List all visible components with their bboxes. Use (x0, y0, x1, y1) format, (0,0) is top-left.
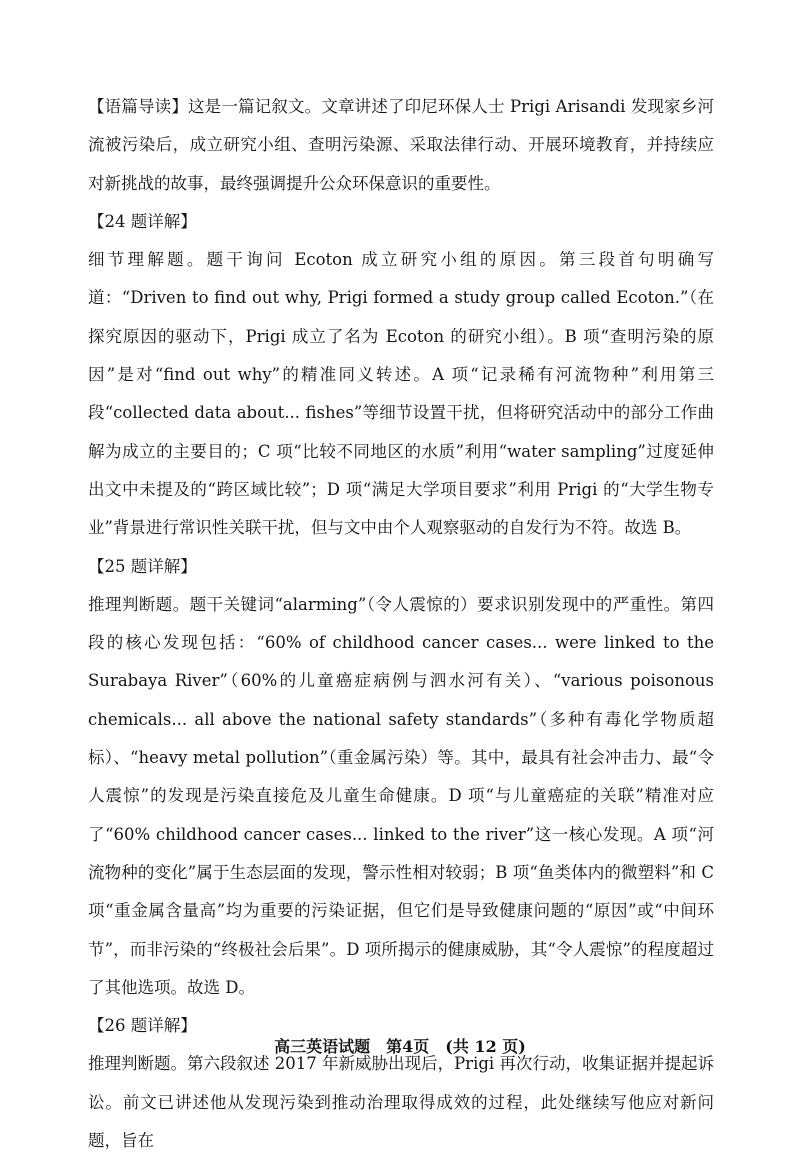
question-25-heading: 【25 题详解】 (88, 556, 197, 576)
page-footer: 高三英语试题 第4页 (共 12 页) (274, 1037, 526, 1056)
question-25-explanation: 推理判断题。题干关键词“alarming”（令人震惊的）要求识别发现中的严重性。第四段的核心发现包括：“60% of childhood cancer cases... were linked to the Surabaya River”（60%的儿童癌症病例与泗水河有关）、“various poisonous chemicals... all above the national safety standards”（多种有毒化学物质超标）、“heavy metal pollution”（重金属污染）等。其中，最具有社会冲击力、最“令人震惊”的发现是污染直接危及儿童生命健康。D 项“与儿童癌症的关联”精准对应了“60% childhood cancer cases... linked to the river”这一核心发现。A 项“河流物种的变化”属于生态层面的发现，警示性相对较弱；B 项“鱼类体内的微塑料”和 C 项“重金属含量高”均为重要的污染证据，但它们是导致健康问题的“原因”或“中间环节”，而非污染的“终极社会后果”。D 项所揭示的健康威胁，其“令人震惊”的程度超过了其他选项。故选 D。 (88, 594, 714, 997)
question-24-heading: 【24 题详解】 (88, 211, 197, 231)
question-26-heading: 【26 题详解】 (88, 1016, 197, 1036)
intro-paragraph: 【语篇导读】这是一篇记叙文。文章讲述了印尼环保人士 Prigi Arisandi 发现家乡河流被污染后，成立研究小组、查明污染源、采取法律行动、开展环境教育，并持续应对新挑战的故事，最终强调提升公众环保意识的重要性。 (88, 97, 714, 193)
question-24-explanation: 细节理解题。题干询问 Ecoton 成立研究小组的原因。第三段首句明确写道：“Driven to find out why, Prigi formed a study group called Ecoton.”（在探究原因的驱动下，Prigi 成立了名为 Ecoton 的研究小组）。B 项“查明污染的原因”是对“find out why”的精准同义转述。A 项“记录稀有河流物种”利用第三段“collected data about... fishes”等细节设置干扰，但将研究活动中的部分工作曲解为成立的主要目的；C 项“比较不同地区的水质”利用“water sampling”过度延伸出文中未提及的“跨区域比较”；D 项“满足大学项目要求”利用 Prigi 的“大学生物专业”背景进行常识性关联干扰，但与文中由个人观察驱动的自发行为不符。故选 B。 (88, 250, 714, 538)
question-26-explanation: 推理判断题。第六段叙述 2017 年新威胁出现后，Prigi 再次行动，收集证据并提起诉讼。前文已讲述他从发现污染到推动治理取得成效的过程，此处继续写他应对新问题，旨在 (88, 1054, 714, 1151)
document-body (88, 88, 714, 1160)
